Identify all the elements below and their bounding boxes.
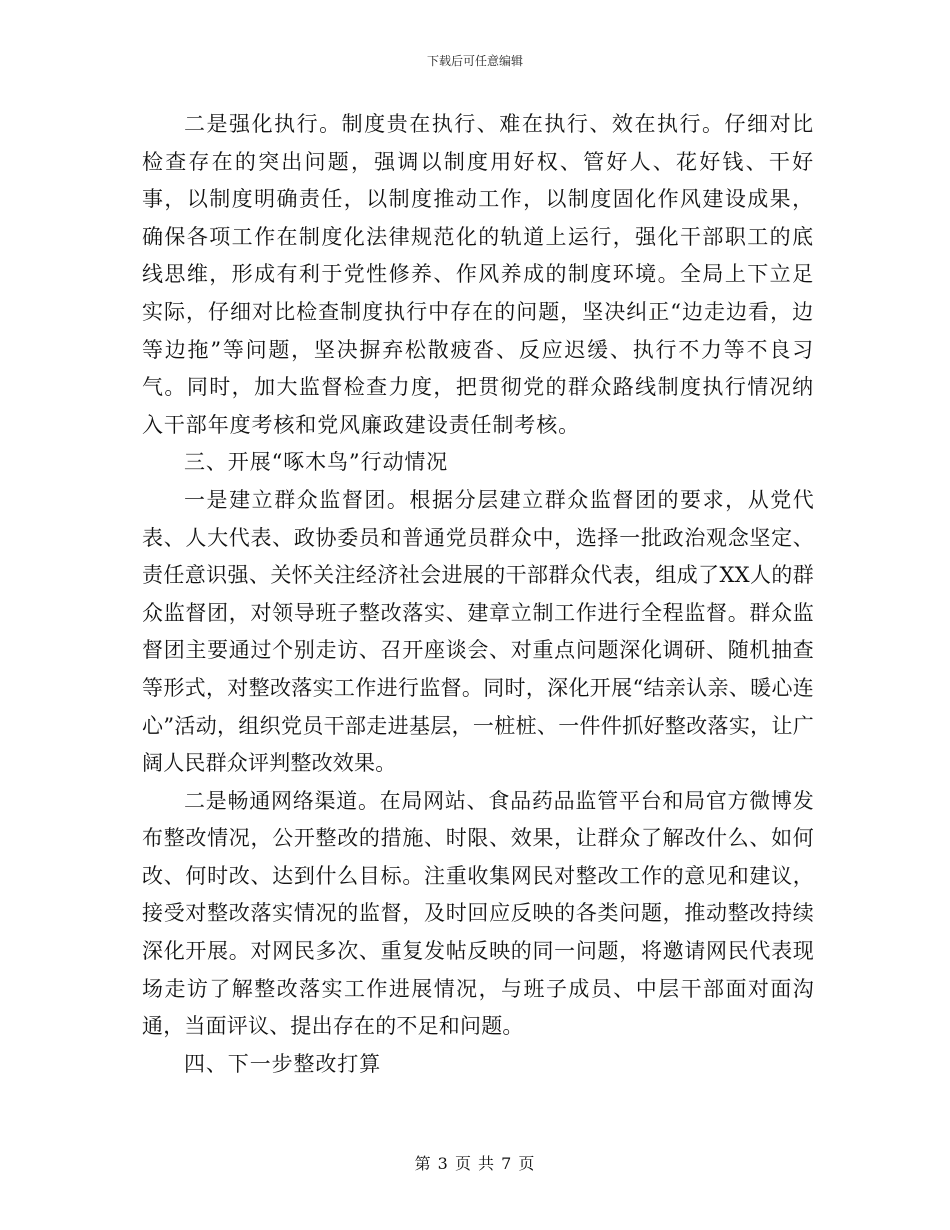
paragraph-supervision-group: 一是建立群众监督团。根据分层建立群众监督团的要求，从党代表、人大代表、政协委员和普通党员群众中，选择一批政治观念坚定、责任意识强、关怀关注经济社会进展的干部群众代表，组成了XX人的群众监督团，对领导班子整改落实、建章立制工作进行全程监督。群众监督团主要通过个别走访、召开座谈会、对重点问题深化调研、随机抽查等形式，对整改落实工作进行监督。同时，深化开展“结亲认亲、暖心连心”活动，组织党员干部走进基层，一桩桩、一件件抓好整改落实，让广阔人民群众评判整改效果。: [142, 487, 814, 776]
paragraph-strengthen-execution: 二是强化执行。制度贵在执行、难在执行、效在执行。仔细对比检查存在的突出问题，强调以制度用好权、管好人、花好钱、干好事，以制度明确责任，以制度推动工作，以制度固化作风建设成果，确保各项工作在制度化法律规范化的轨道上运行，强化干部职工的底线思维，形成有利于党性修养、作风养成的制度环境。全局上下立足实际，仔细对比检查制度执行中存在的问题，坚决纠正“边走边看，边等边拖”等问题，坚决摒弃松散疲沓、反应迟缓、执行不力等不良习气。同时，加大监督检查力度，把贯彻党的群众路线制度执行情况纳入干部年度考核和党风廉政建设责任制考核。: [142, 112, 814, 437]
section-heading-next-steps: 四、下一步整改打算: [184, 1051, 382, 1076]
paragraph-network-channels: 二是畅通网络渠道。在局网站、食品药品监管平台和局官方微博发布整改情况，公开整改的措施、时限、效果，让群众了解改什么、如何改、何时改、达到什么目标。注重收集网民对整改工作的意见和建议，接受对整改落实情况的监督，及时回应反映的各类问题，推动整改持续深化开展。对网民多次、重复发帖反映的同一问题，将邀请网民代表现场走访了解整改落实工作进展情况，与班子成员、中层干部面对面沟通，当面评议、提出存在的不足和问题。: [142, 788, 814, 1039]
document-body: [142, 106, 814, 1083]
page-header: 下载后可任意编辑: [426, 54, 523, 68]
section-heading-woodpecker-action: 三、开展“啄木鸟”行动情况: [184, 450, 449, 475]
page-number: 第 3 页 共 7 页: [414, 1154, 536, 1173]
